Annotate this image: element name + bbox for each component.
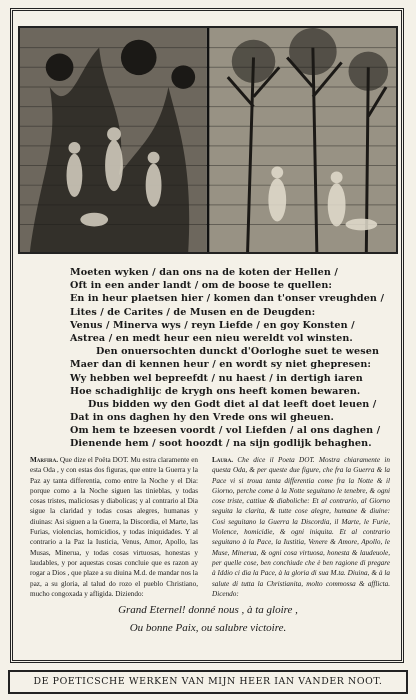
spanish-commentary xyxy=(30,455,198,599)
verse-line: Maer dan di kennen heur / en wordt sy niet ghepresen: xyxy=(70,359,372,371)
commentary-text: Que dize el Poëta DOT. Mu estra claramente en esta Oda , y con estas dos figuras, que entre la Guerra y la Paz ay tanta differentia, como entre la Noche y el Dia: porque como a la Noche siguen las tinieblas, y todas cosas tristes, maliciosas y diabolicas; y al contrario al Dia sigue la claridad y todas cosas alegres, humanas y diuinas: Asi siguen a la Guerra, la Discordia, el Marte, las Furias, violencias, homicidios, y todas iniquidades. Y al contrario a la Paz la Iusticia, Venus, Amor, Apollo, las Musas, Minerua, y todas cosas virtuosas, honestas y laudables, y por aquestas cosas concluie que es razon ay rogar a Dios , que plaze a su diuina M.d. de mandar nos la paz, a su gloria, al talud do rozo el pueblo Christiano, mucho congoxada y afligida. Diziendo: xyxy=(30,456,198,598)
verse-line: Wy hebben wel bepreefdt / nu haest / in dertigh iaren xyxy=(70,372,363,384)
verse-line: Om hem te bzeesen voordt / vol Liefden / al ons daghen / xyxy=(70,425,381,437)
verse-line: Hoe schadighlijc de krygh ons heeft komen bewaren. xyxy=(70,385,361,397)
verse-line: Lites / de Carites / de Musen en de Deugden: xyxy=(70,306,316,318)
verse-line: Astrea / en medt heur een nieu wereldt vol winsten. xyxy=(70,332,353,344)
verse-line: Den onuersochten dunckt d'Oorloghe suet te wesen xyxy=(96,346,380,358)
woodcut-illustration xyxy=(18,26,398,254)
verse-line: Oft in een ander landt / om de boose te quellen: xyxy=(70,280,333,292)
french-motto-line-2: Ou bonne Paix, ou salubre victoire. xyxy=(129,622,287,634)
verse-line: Dat in ons daghen hy den Vrede ons wil gheuen. xyxy=(70,412,334,424)
commentary-text: Che dice il Poeta DOT. Mostra chiaramente in questa Oda, & per queste due figure, che fra la Guerra & la Pace vi si troua tanta differentia come fra la Notte & il Giorno, perche come à la Notte seguitano le tenebre, & ogni cose triste, cattiue & diaboliche: Et al contrario, al Giorno seguita la clarita, & tutte cose alegre, humane & diuine: Cosi seguitano la Guerra la Discordia, il Marte, le Furie, Violence, homicidie, & ogni iniquita. Et al contrario seguitano à la Pace, la Iustitia, Venere & Amore, Apollo, le Muse, Minerua, & ogni cosa virtuosa, honesta & laudeuole, per quelle cose, ben conchiude che è ben ragione di pregare à Iddio ci dia la Pace, à la gloria di sua M.ta. Diuina, & à la salute di tutta la Christianita, molto commossa & afflicta. Dicendo: xyxy=(212,456,391,598)
french-motto-line-1: Grand Eternel! donné nous , à ta gloire , xyxy=(118,604,298,616)
war-and-peace-woodcut-image xyxy=(20,28,396,252)
speaker-name: Laura. xyxy=(212,456,234,464)
verse-line: Moeten wyken / dan ons na de koten der Hellen / xyxy=(70,267,338,278)
dutch-verse xyxy=(70,266,385,451)
verse-line: En in heur plaetsen hier / komen dan t'onser vreughden / xyxy=(70,293,385,305)
italian-commentary xyxy=(212,455,390,599)
speaker-name: Marfira. xyxy=(30,456,59,464)
colophon-footer: DE POETICSCHE WERKEN VAN MIJN HEER IAN VANDER NOOT. xyxy=(8,670,408,694)
verse-line: Venus / Minerva wys / reyn Liefde / en goy Konsten / xyxy=(70,319,355,331)
verse-line: Dienende hem / soot hoozdt / na sijn godlijk behaghen. xyxy=(70,438,372,450)
verse-line: Dus bidden wy den Godt diet al dat leeft doet leuen / xyxy=(88,398,377,410)
